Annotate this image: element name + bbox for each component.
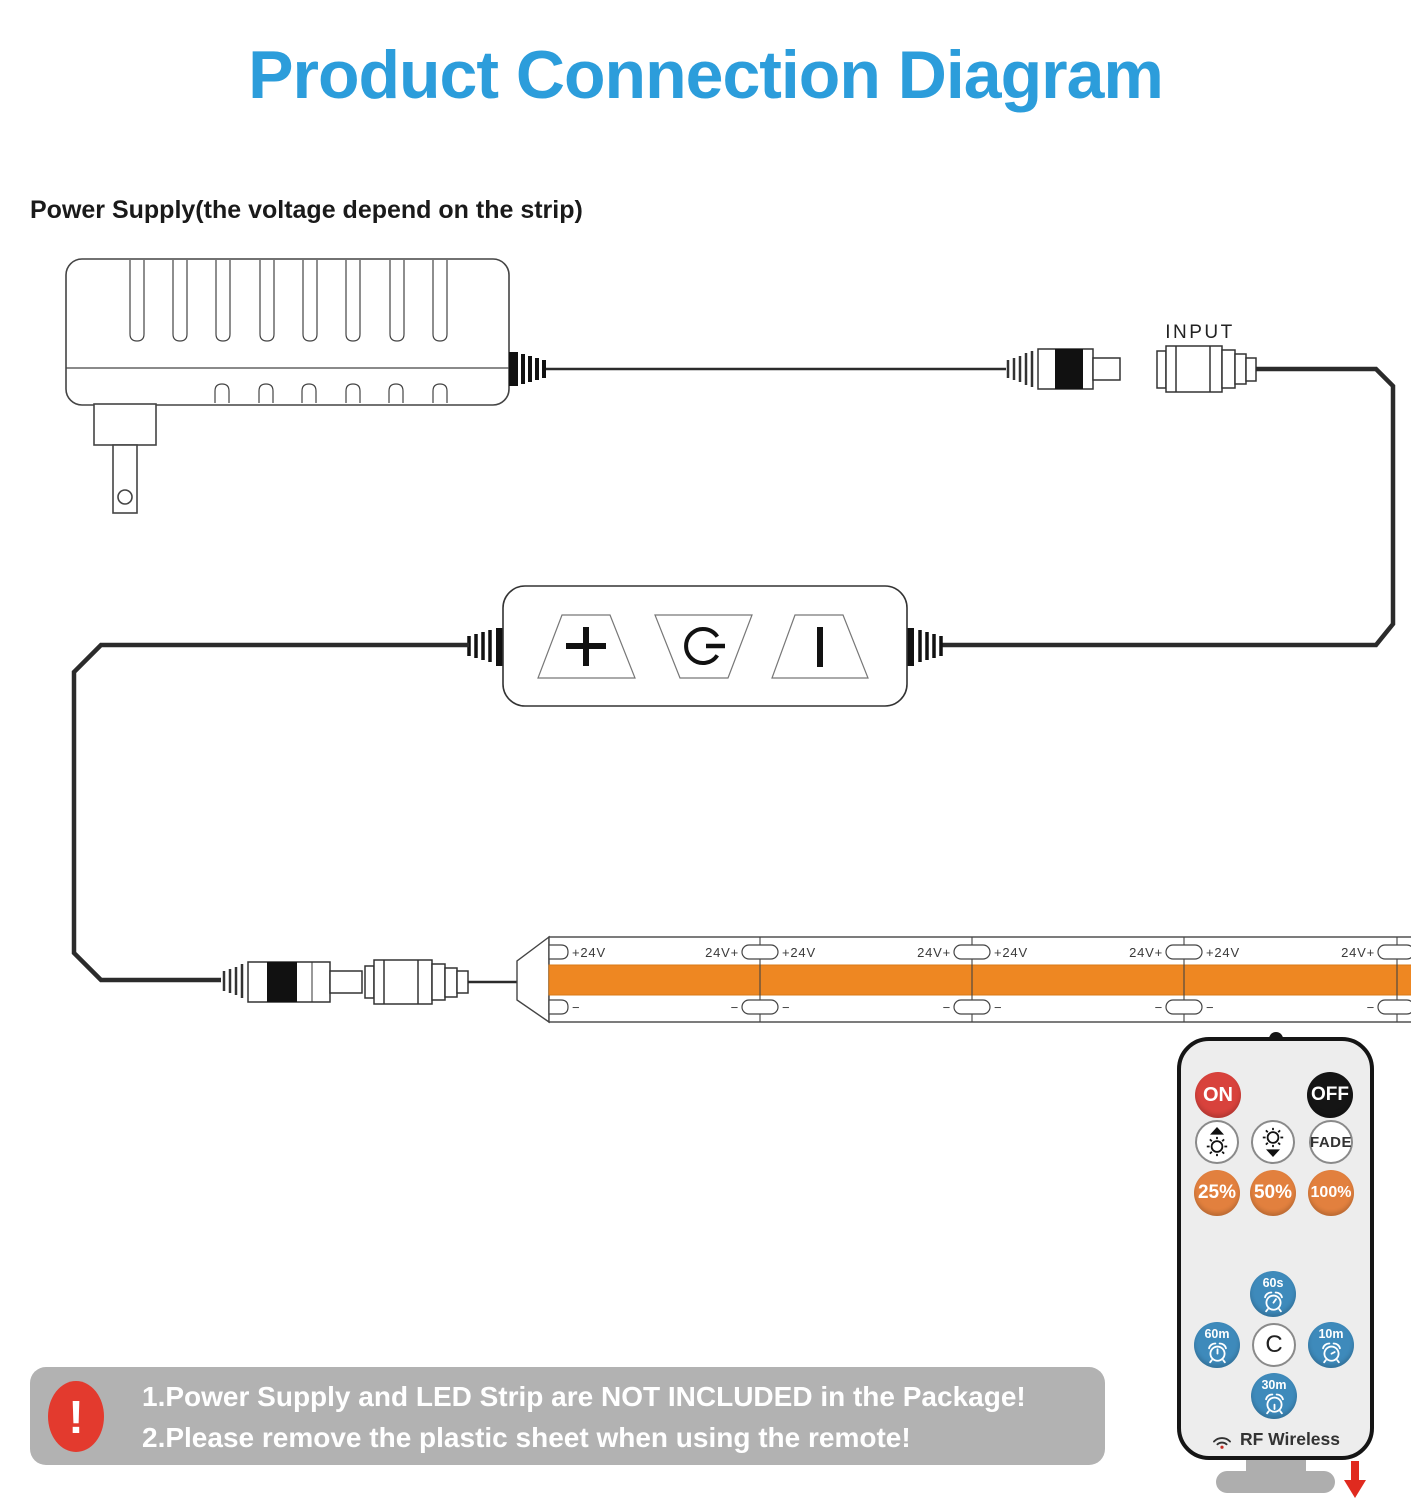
svg-text:+24V: +24V [782, 945, 816, 960]
svg-text:−: − [942, 1000, 951, 1015]
dc-male-plug-b [224, 962, 362, 1002]
rf-wireless-row [1181, 1429, 1370, 1450]
timer-30m-label: 30m [1261, 1377, 1287, 1392]
remote-brightness-down-button [1251, 1120, 1295, 1164]
timer-10m-label: 10m [1318, 1326, 1344, 1341]
svg-text:+24V: +24V [1206, 945, 1240, 960]
remote-on-button [1195, 1072, 1241, 1118]
alarm-clock-icon [1320, 1341, 1343, 1364]
alarm-clock-icon [1263, 1392, 1286, 1415]
controller-body [503, 586, 907, 706]
remote-timer-60m-button [1194, 1322, 1240, 1368]
warning-line-1: 1.Power Supply and LED Strip are NOT INCLUDED in the Package! [142, 1381, 1026, 1412]
remote-clear-button [1252, 1323, 1296, 1367]
brightness-up-icon [1204, 1126, 1230, 1158]
remote-50-percent-button [1250, 1170, 1296, 1216]
psu-wall-plug [94, 404, 156, 513]
svg-text:24V+: 24V+ [1129, 945, 1163, 960]
svg-text:+24V: +24V [994, 945, 1028, 960]
power-supply-drawing [66, 259, 544, 513]
dc-male-plug-a [1008, 349, 1120, 389]
dim-50-label: 50% [1253, 1182, 1293, 1203]
clear-label: C [1265, 1331, 1283, 1358]
svg-text:24V+: 24V+ [917, 945, 951, 960]
exclamation-icon [48, 1381, 104, 1452]
wire-controller-to-plug [74, 645, 469, 980]
remote-timer-30m-button [1251, 1373, 1297, 1419]
page-title: Product Connection Diagram [248, 36, 1163, 113]
svg-text:+24V: +24V [572, 945, 606, 960]
warning-line-2: 2.Please remove the plastic sheet when using the remote! [142, 1422, 911, 1453]
warning-note-text [142, 1376, 1026, 1458]
alarm-clock-icon [1206, 1341, 1229, 1364]
remote-timer-10m-button [1308, 1322, 1354, 1368]
dim-100-label: 100% [1310, 1184, 1352, 1201]
brightness-down-icon [1260, 1126, 1286, 1158]
svg-text:24V+: 24V+ [705, 945, 739, 960]
dim-25-label: 25% [1197, 1182, 1237, 1203]
dc-female-jack-a [1157, 346, 1256, 392]
strip-end-cap [517, 937, 549, 1022]
remote-timer-60s-button [1250, 1271, 1296, 1317]
psu-strain-relief [509, 352, 544, 386]
svg-text:−: − [572, 1000, 581, 1015]
svg-text:24V+: 24V+ [1341, 945, 1375, 960]
remote-brightness-up-button [1195, 1120, 1239, 1164]
timer-60m-label: 60m [1204, 1326, 1230, 1341]
rf-wireless-label: RF Wireless [1239, 1429, 1341, 1449]
svg-text:−: − [1366, 1000, 1375, 1015]
svg-text:−: − [1154, 1000, 1163, 1015]
dc-female-jack-b [365, 960, 468, 1004]
svg-text:−: − [994, 1000, 1003, 1015]
remove-sheet-arrow-icon [1344, 1461, 1366, 1498]
input-label: INPUT [1165, 322, 1235, 343]
wire-input-to-controller [941, 369, 1393, 645]
timer-60s-label: 60s [1262, 1275, 1284, 1290]
wifi-icon [1211, 1431, 1233, 1449]
svg-text:−: − [1206, 1000, 1215, 1015]
strip-cob-led-band [549, 965, 1411, 995]
controller-drawing [469, 586, 941, 706]
warning-note [30, 1367, 1105, 1465]
remote-led-notch [1269, 1032, 1283, 1040]
power-supply-label: Power Supply(the voltage depend on the strip) [30, 196, 583, 224]
remote-100-percent-button [1308, 1170, 1354, 1216]
remote-fade-button [1309, 1120, 1353, 1164]
off-label: OFF [1311, 1084, 1349, 1105]
remote-25-percent-button [1194, 1170, 1240, 1216]
svg-text:−: − [730, 1000, 739, 1015]
exclamation-glyph: ! [68, 1390, 84, 1443]
alarm-clock-icon [1262, 1290, 1285, 1313]
svg-text:−: − [782, 1000, 791, 1015]
on-label: ON [1203, 1083, 1233, 1106]
led-strip-drawing [517, 937, 1411, 1022]
remote-stand-base [1216, 1471, 1335, 1493]
rf-remote [1177, 1037, 1374, 1460]
fade-label: FADE [1310, 1133, 1353, 1151]
remote-off-button [1307, 1072, 1353, 1118]
